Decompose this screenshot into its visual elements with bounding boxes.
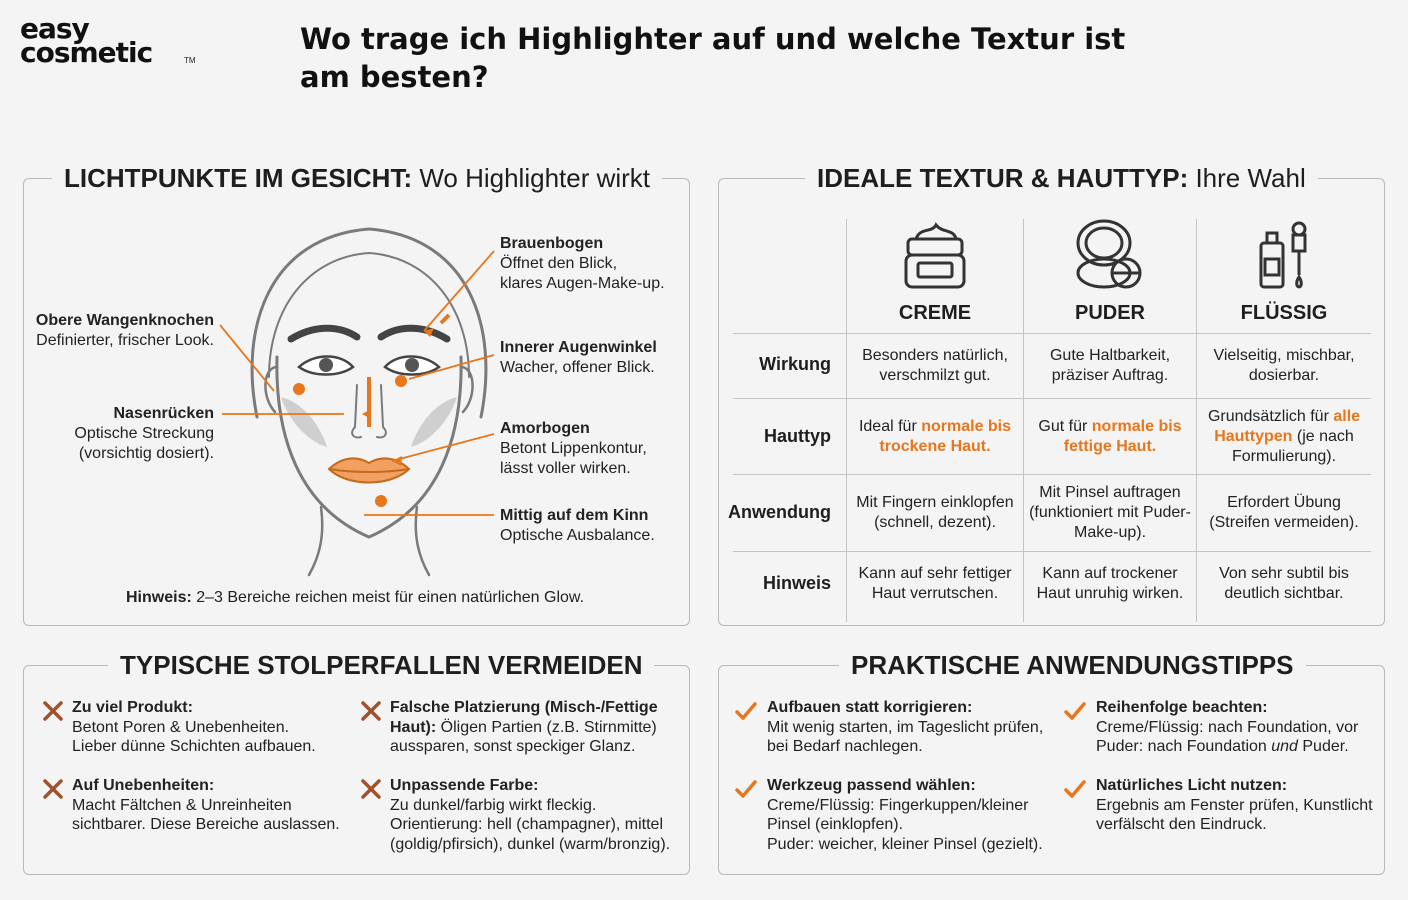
tip-2-title: Reihenfolge beachten: [1096, 699, 1268, 716]
face-panel [23, 163, 690, 626]
cell-hinweis-fluessig: Von sehr subtil bis deutlich sichtbar. [1219, 565, 1349, 602]
grid-hline-2 [733, 398, 1371, 399]
texture-panel [718, 163, 1385, 626]
pitfall-1-text: Betont Poren & Unebenheiten. Lieber dünne Schichten aufbauen. [72, 718, 316, 755]
brand-logo [20, 12, 196, 76]
label-amorbogen-line2: lässt voller wirken. [500, 460, 631, 477]
texture-panel-title-bold: IDEALE TEXTUR & HAUTTYP: [817, 163, 1189, 193]
face-panel-title-rest: Wo Highlighter wirkt [412, 163, 651, 193]
tip-1-title: Aufbauen statt korrigieren: [767, 699, 973, 716]
pitfall-4-title: Unpassende Farbe: [390, 777, 539, 794]
grid-vline-3 [1196, 219, 1197, 622]
x-mark-icon [42, 778, 64, 800]
pitfall-3-text: Macht Fältchen & Unreinheiten sichtbarer. Diese Bereiche auslassen. [72, 796, 340, 833]
label-wangen-title: Obere Wangenknochen [35, 312, 214, 329]
pitfalls-title: TYPISCHE STOLPERFALLEN VERMEIDEN [108, 648, 654, 682]
label-nase-line1: Optische Streckung [74, 425, 214, 442]
page-title: Wo trage ich Highlighter auf und welche Textur ist am besten? [300, 22, 1126, 94]
pitfall-1-title: Zu viel Produkt: [72, 699, 193, 716]
label-augenwinkel [500, 338, 657, 378]
cell-hinweis-puder: Kann auf trockener Haut unruhig wirken. [1036, 565, 1184, 602]
brand-tm: TM [184, 56, 196, 65]
label-nase-title: Nasenrücken [113, 405, 214, 422]
tip-3-text: Creme/Flüssig: Fingerkuppen/kleiner Pinsel (einklopfen). Puder: weicher, kleiner Pinsel (gezielt). [767, 796, 1043, 853]
label-augenwinkel-title: Innerer Augenwinkel [500, 339, 657, 356]
checkmark-icon [735, 778, 757, 800]
cell-hauttyp-fluessig: Grundsätzlich für alle Hauttypen (je nach Formulierung). [1207, 407, 1361, 465]
tip-4-title: Natürliches Licht nutzen: [1096, 777, 1288, 794]
face-panel-note [126, 589, 584, 607]
pitfall-4-text: Zu dunkel/farbig wirkt fleckig. Orientierung: hell (champagner), mittel (goldig/pfirsich), dunkel (warm/bronzig). [390, 796, 671, 853]
grid-hline-3 [733, 474, 1371, 475]
tip-2-text: Creme/Flüssig: nach Foundation, vor Puder: nach Foundation und Puder. [1096, 718, 1359, 755]
cell-anwendung-creme: Mit Fingern einklopfen (schnell, dezent). [856, 494, 1014, 531]
liquid-bottle-icon [1257, 219, 1313, 293]
tip-item-2 [1096, 698, 1376, 757]
col-fluessig: FLÜSSIG [1240, 302, 1328, 324]
powder-compact-icon [1074, 219, 1144, 293]
grid-hline-4 [733, 551, 1371, 552]
tip-item-3 [767, 776, 1052, 854]
cream-jar-icon [902, 221, 968, 291]
cell-anwendung-puder: Mit Pinsel auftragen (funktioniert mit Puder-Make-up). [1029, 484, 1191, 541]
pitfall-2-text: Öligen Partien (z.B. Stirnmitte) aussparen, sonst speckiger Glanz. [390, 718, 657, 755]
label-wangen [28, 311, 214, 351]
label-brauenbogen-line2: klares Augen-Make-up. [500, 275, 665, 292]
pitfall-item-2 [390, 698, 682, 757]
texture-panel-title [805, 161, 1318, 195]
tip-item-1 [767, 698, 1052, 757]
x-mark-icon [360, 778, 382, 800]
row-hauttyp: Hauttyp [764, 426, 831, 446]
brand-line1: easy [20, 12, 89, 45]
col-creme: CREME [898, 302, 972, 324]
pitfall-item-4 [390, 776, 682, 854]
tip-3-title: Werkzeug passend wählen: [767, 777, 976, 794]
cell-wirkung-fluessig: Vielseitig, mischbar, dosierbar. [1213, 347, 1355, 384]
label-augenwinkel-line1: Wacher, offener Blick. [500, 359, 655, 376]
cell-wirkung-puder: Gute Haltbarkeit, präziser Auftrag. [1049, 347, 1171, 384]
note-label: Hinweis: [126, 589, 192, 606]
face-panel-title-bold: LICHTPUNKTE IM GESICHT: [64, 163, 413, 193]
col-puder: PUDER [1074, 302, 1145, 324]
label-kinn-line1: Optische Ausbalance. [500, 527, 655, 544]
pitfall-2-title: Falsche Platzierung (Misch-/Fettige Haut): [390, 699, 658, 736]
cell-hauttyp-puder: Gut für normale bis fettige Haut. [1038, 417, 1182, 455]
x-mark-icon [360, 700, 382, 722]
grid-vline-1 [846, 219, 847, 622]
grid-vline-2 [1023, 219, 1024, 622]
label-brauenbogen-title: Brauenbogen [500, 235, 604, 252]
label-brauenbogen-line1: Öffnet den Blick, [500, 255, 618, 272]
checkmark-icon [1064, 778, 1086, 800]
texture-panel-title-rest: Ihre Wahl [1188, 163, 1306, 193]
x-mark-icon [42, 700, 64, 722]
row-hinweis: Hinweis [762, 573, 831, 593]
row-anwendung: Anwendung [728, 502, 831, 522]
label-wangen-line1: Definierter, frischer Look. [36, 332, 214, 349]
tips-title: PRAKTISCHE ANWENDUNGSTIPPS [839, 648, 1306, 682]
cell-hinweis-creme: Kann auf sehr fettiger Haut verrutschen. [858, 565, 1012, 602]
note-text: 2–3 Bereiche reichen meist für einen natürlichen Glow. [191, 589, 585, 606]
cell-hauttyp-creme: Ideal für normale bis trockene Haut. [858, 417, 1012, 455]
cell-wirkung-creme: Besonders natürlich, verschmilzt gut. [862, 347, 1008, 384]
label-nase-line2: (vorsichtig dosiert). [78, 445, 214, 462]
label-nase [28, 404, 214, 464]
tips-panel [718, 650, 1385, 875]
label-kinn [500, 506, 655, 546]
label-amorbogen-line1: Betont Lippenkontur, [500, 440, 647, 457]
pitfalls-panel [23, 650, 690, 875]
grid-hline-1 [733, 333, 1371, 334]
checkmark-icon [1064, 700, 1086, 722]
tip-1-text: Mit wenig starten, im Tageslicht prüfen, bei Bedarf nachlegen. [767, 718, 1044, 755]
tip-item-4 [1096, 776, 1376, 835]
tip-4-text: Ergebnis am Fenster prüfen, Kunstlicht verfälscht den Eindruck. [1096, 796, 1373, 833]
pitfall-item-1 [72, 698, 352, 757]
cell-anwendung-fluessig: Erfordert Übung (Streifen vermeiden). [1209, 494, 1359, 531]
checkmark-icon [735, 700, 757, 722]
label-brauenbogen [500, 234, 665, 294]
label-kinn-title: Mittig auf dem Kinn [500, 507, 649, 524]
label-amorbogen-title: Amorbogen [500, 420, 590, 437]
row-wirkung: Wirkung [759, 354, 831, 374]
label-amorbogen [500, 419, 647, 479]
pitfall-item-3 [72, 776, 352, 835]
pitfall-3-title: Auf Unebenheiten: [72, 777, 215, 794]
brand-line2: cosmetic [20, 36, 153, 69]
